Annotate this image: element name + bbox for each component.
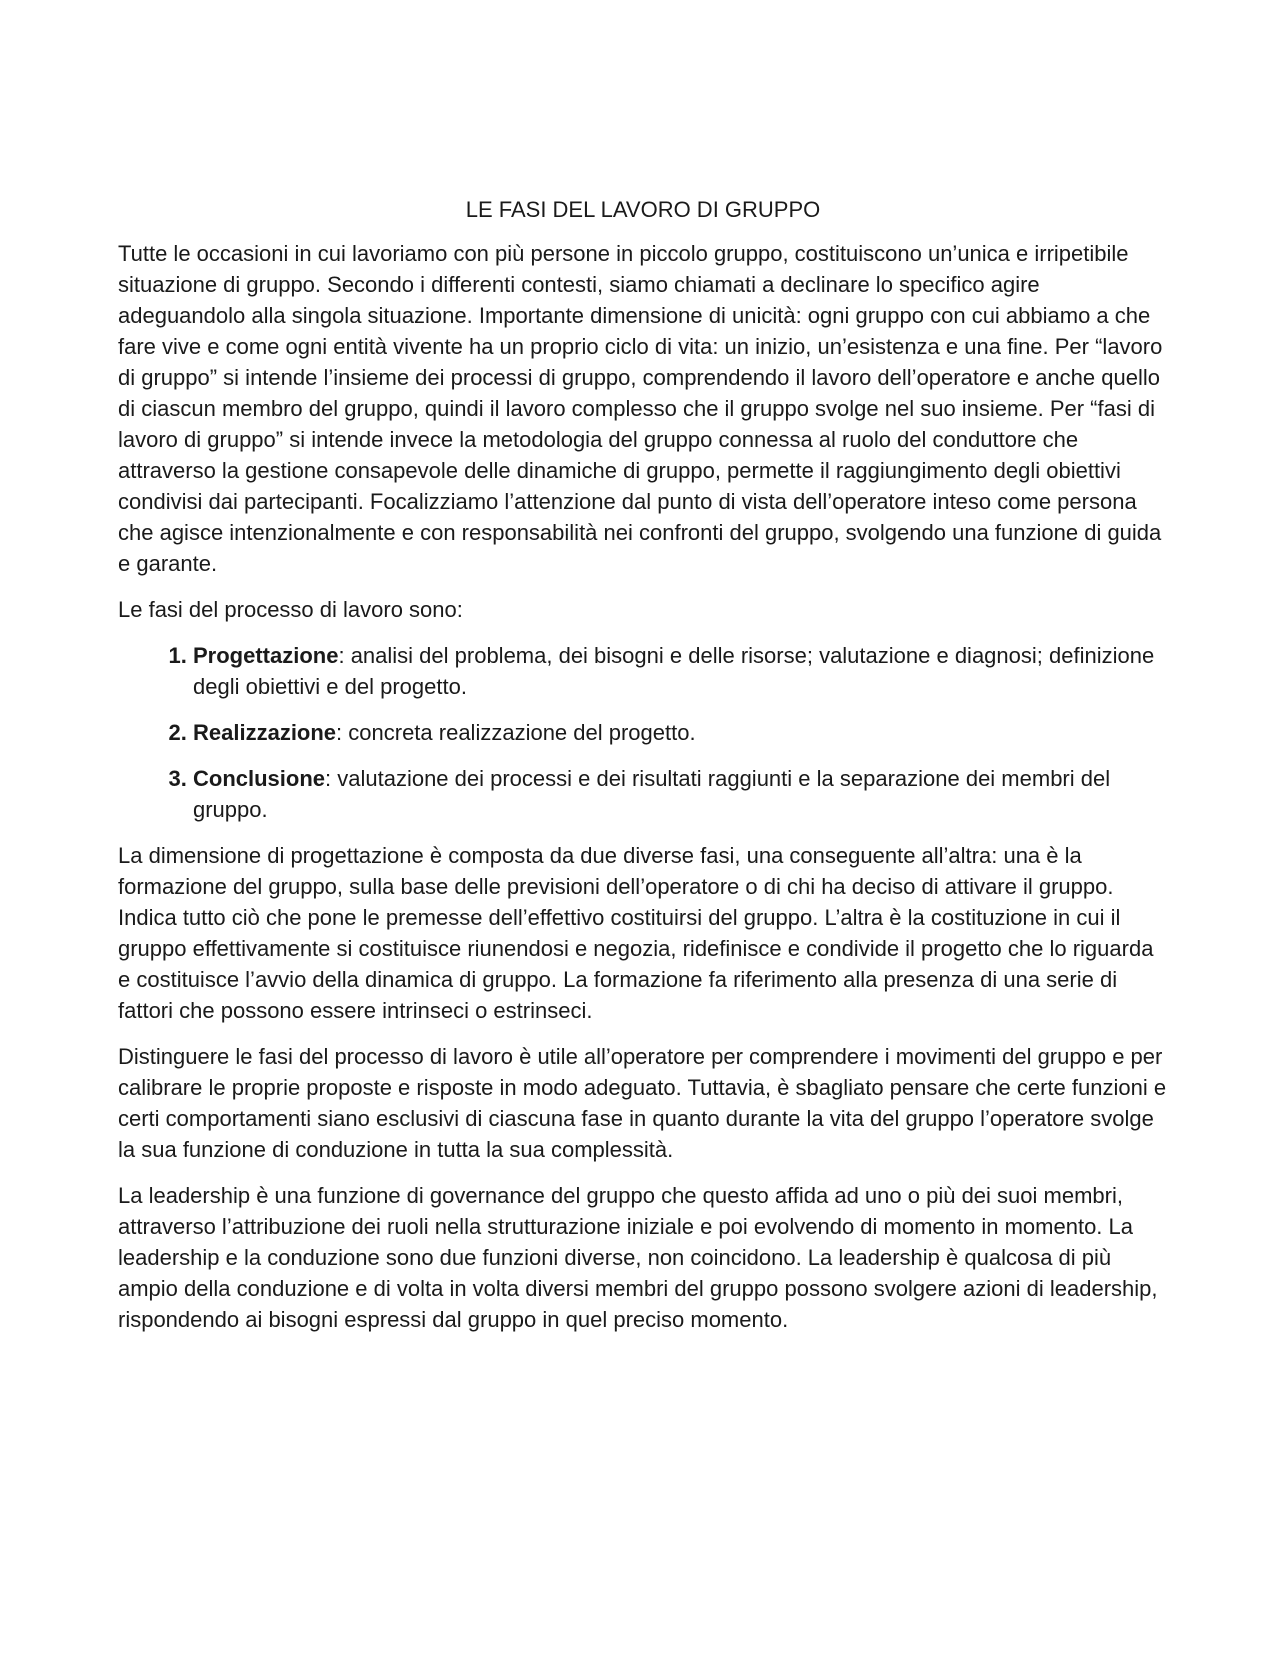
list-intro: Le fasi del processo di lavoro sono: (118, 597, 463, 622)
document-title: LE FASI DEL LAVORO DI GRUPPO (465, 197, 821, 222)
phase-description: : valutazione dei processi e dei risultati raggiunti e la separazione dei membri del gruppo. (193, 766, 1111, 822)
intro-paragraph: Tutte le occasioni in cui lavoriamo con più persone in piccolo gruppo, costituiscono un’unica e irripetibile situazione di gruppo. Secondo i differenti contesti, siamo chiamati a declinare lo specifico agire adeguandolo alla singola situazione. Importante dimensione di unicità: ogni gruppo con cui abbiamo a che fare vive e come ogni entità vivente ha un proprio ciclo di vita: un inizio, un’esistenza e una fine. Per “lavoro di gruppo” si intende l’insieme dei processi di gruppo, comprendendo il lavoro dell’operatore e anche quello di ciascun membro del gruppo, quindi il lavoro complesso che il gruppo svolge nel suo insieme. Per “fasi di lavoro di gruppo” si intende invece la metodologia del gruppo connessa al ruolo del conduttore che attraverso la gestione consapevole delle dinamiche di gruppo, permette il raggiungimento degli obiettivi condivisi dai partecipanti. Focalizziamo l’attenzione dal punto di vista dell’operatore inteso come persona che agisce intenzionalmente e con responsabilità nei confronti del gruppo, svolgendo una funzione di guida e garante. (118, 241, 1163, 576)
phases-usefulness-paragraph: Distinguere le fasi del processo di lavoro è utile all’operatore per comprendere i movimenti del gruppo e per calibrare le proprie proposte e risposte in modo adeguato. Tuttavia, è sbagliato pensare che certe funzioni e certi comportamenti siano esclusivi di ciascuna fase in quanto durante la vita del gruppo l’operatore svolge la sua funzione di conduzione in tutta la sua complessità. (118, 1044, 1167, 1162)
phase-description: : concreta realizzazione del progetto. (336, 720, 696, 745)
phases-list (118, 640, 1168, 825)
leadership-paragraph: La leadership è una funzione di governance del gruppo che questo affida ad uno o più dei suoi membri, attraverso l’attribuzione dei ruoli nella strutturazione iniziale e poi evolvendo di momento in momento. La leadership e la conduzione sono due funzioni diverse, non coincidono. La leadership è qualcosa di più ampio della conduzione e di volta in volta diversi membri del gruppo possono svolgere azioni di leadership, rispondendo ai bisogni espressi dal gruppo in quel preciso momento. (118, 1183, 1158, 1332)
list-item (193, 640, 1168, 702)
phase-term: Realizzazione (193, 720, 337, 745)
phase-term: Progettazione (193, 643, 339, 668)
list-item (193, 717, 1168, 748)
phase-term: Conclusione (193, 766, 326, 791)
phase-description: : analisi del problema, dei bisogni e delle risorse; valutazione e diagnosi; definizione degli obiettivi e del progetto. (193, 643, 1155, 699)
document-page (118, 196, 1168, 1350)
list-item (193, 763, 1168, 825)
design-paragraph: La dimensione di progettazione è composta da due diverse fasi, una conseguente all’altra: una è la formazione del gruppo, sulla base delle previsioni dell’operatore o di chi ha deciso di attivare il gruppo. Indica tutto ciò che pone le premesse dell’effettivo costituirsi del gruppo. L’altra è la costituzione in cui il gruppo effettivamente si costituisce riunendosi e negozia, ridefinisce e condivide il progetto che lo riguarda e costituisce l’avvio della dinamica di gruppo. La formazione fa riferimento alla presenza di una serie di fattori che possono essere intrinseci o estrinseci. (118, 843, 1154, 1023)
